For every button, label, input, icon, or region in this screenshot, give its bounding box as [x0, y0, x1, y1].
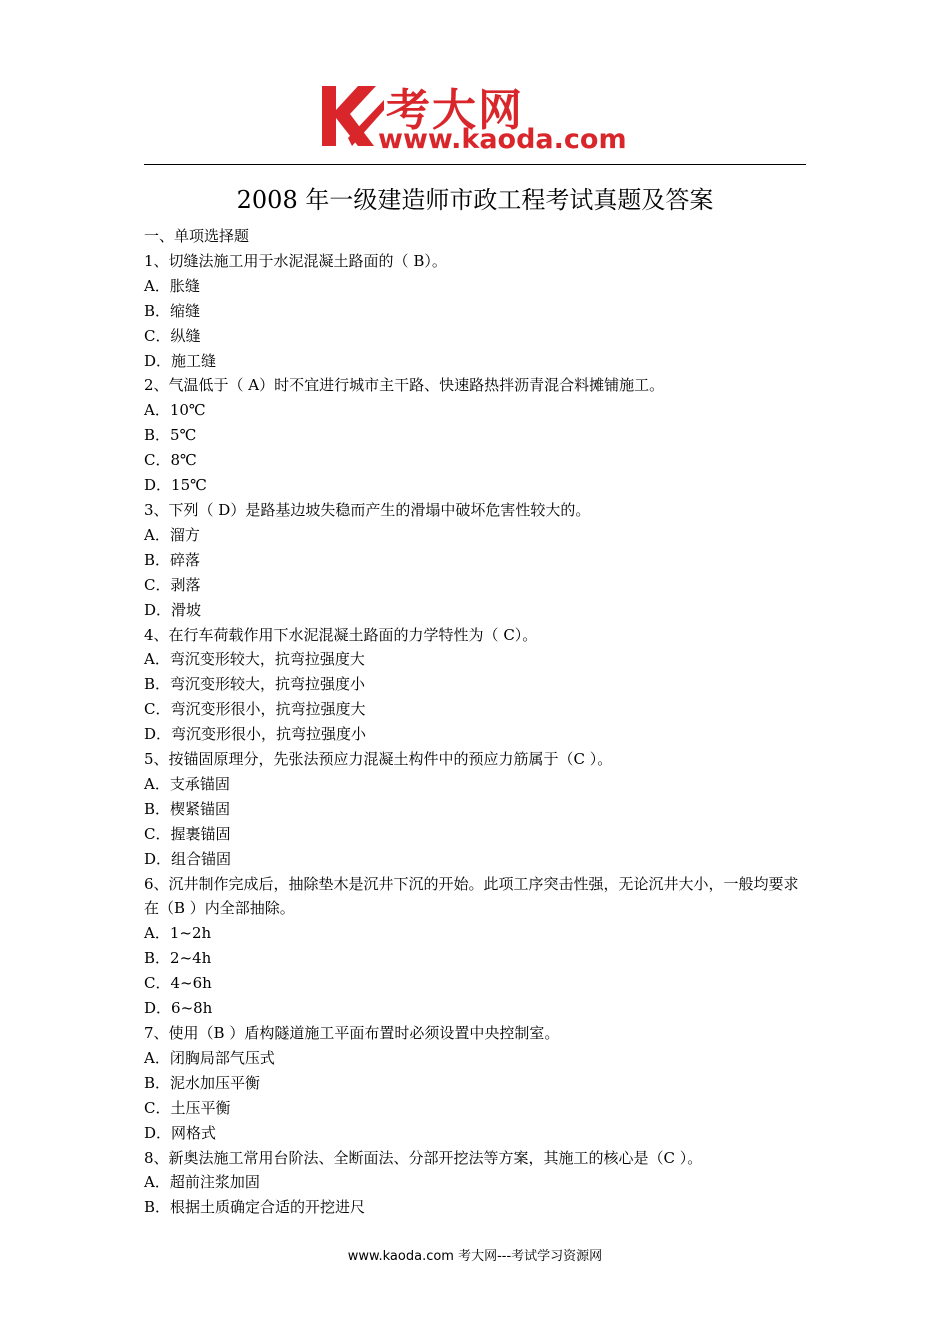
option-6c: C．4~6h — [144, 974, 212, 993]
question-8: 8、新奥法施工常用台阶法、全断面法、分部开挖法等方案，其施工的核心是（C ）。 — [144, 1148, 703, 1167]
logo-chinese-text: 考大网 — [386, 85, 524, 136]
page-footer[interactable]: www.kaoda.com 考大网---考试学习资源网 — [347, 1249, 603, 1264]
question-7: 7、使用（B ）盾构隧道施工平面布置时必须设置中央控制室。 — [144, 1024, 560, 1042]
option-4c: C．弯沉变形很小，抗弯拉强度大 — [144, 700, 366, 719]
question-3: 3、下列（ D）是路基边坡失稳而产生的滑塌中破坏危害性较大的。 — [144, 500, 591, 519]
option-6b: B．2~4h — [144, 949, 212, 968]
option-4a: A．弯沉变形较大，抗弯拉强度大 — [144, 650, 365, 669]
option-4b: B．弯沉变形较大，抗弯拉强度小 — [144, 675, 366, 694]
option-7b: B．泥水加压平衡 — [144, 1073, 261, 1092]
logo-url-text: www.kaoda.com — [378, 124, 627, 155]
question-6: 6、沉井制作完成后，抽除垫木是沉井下沉的开始。此项工序突击性强，无论沉井大小，一般均要求在（B ）内全部抽除。 — [144, 874, 799, 918]
option-1b: B．缩缝 — [144, 301, 201, 320]
option-2c: C．8℃ — [144, 451, 197, 470]
option-2a: A．10℃ — [144, 401, 206, 420]
option-5b: B．楔紧锚固 — [144, 799, 231, 818]
option-1a: A．胀缝 — [144, 276, 200, 295]
section-heading: 一、单项选择题 — [144, 227, 250, 245]
question-4: 4、在行车荷载作用下水泥混凝土路面的力学特性为（ C）。 — [144, 625, 538, 644]
option-5c: C．握裹锚固 — [144, 824, 231, 843]
option-8a: A．超前注浆加固 — [144, 1173, 260, 1192]
page-title: 2008 年一级建造师市政工程考试真题及答案 — [236, 186, 714, 214]
option-1c: C．纵缝 — [144, 326, 201, 345]
option-3a: A．溜方 — [144, 525, 200, 544]
option-7d: D．网格式 — [144, 1123, 217, 1142]
question-2: 2、气温低于（ A）时不宜进行城市主干路、快速路热拌沥青混合料摊铺施工。 — [144, 376, 665, 395]
option-5a: A．支承锚固 — [144, 774, 230, 793]
question-5: 5、按锚固原理分，先张法预应力混凝土构件中的预应力筋属于（C ）。 — [144, 750, 613, 769]
question-list — [144, 224, 808, 1220]
option-2b: B．5℃ — [144, 426, 197, 445]
option-8b: B．根据土质确定合适的开挖进尺 — [144, 1198, 366, 1217]
option-6d: D．6~8h — [144, 999, 213, 1018]
kaoda-logo — [318, 80, 638, 160]
option-5d: D．组合锚固 — [144, 849, 232, 868]
question-1: 1、切缝法施工用于水泥混凝土路面的（ B）。 — [144, 251, 447, 270]
option-6a: A．1~2h — [144, 924, 212, 943]
option-3d: D．滑坡 — [144, 600, 202, 619]
option-1d: D．施工缝 — [144, 351, 217, 370]
option-4d: D．弯沉变形很小，抗弯拉强度小 — [144, 725, 367, 744]
option-2d: D．15℃ — [144, 476, 207, 495]
option-7a: A．闭胸局部气压式 — [144, 1048, 275, 1067]
option-3c: C．剥落 — [144, 575, 201, 594]
option-3b: B．碎落 — [144, 550, 201, 569]
option-7c: C．土压平衡 — [144, 1098, 231, 1117]
header-divider — [144, 164, 806, 165]
